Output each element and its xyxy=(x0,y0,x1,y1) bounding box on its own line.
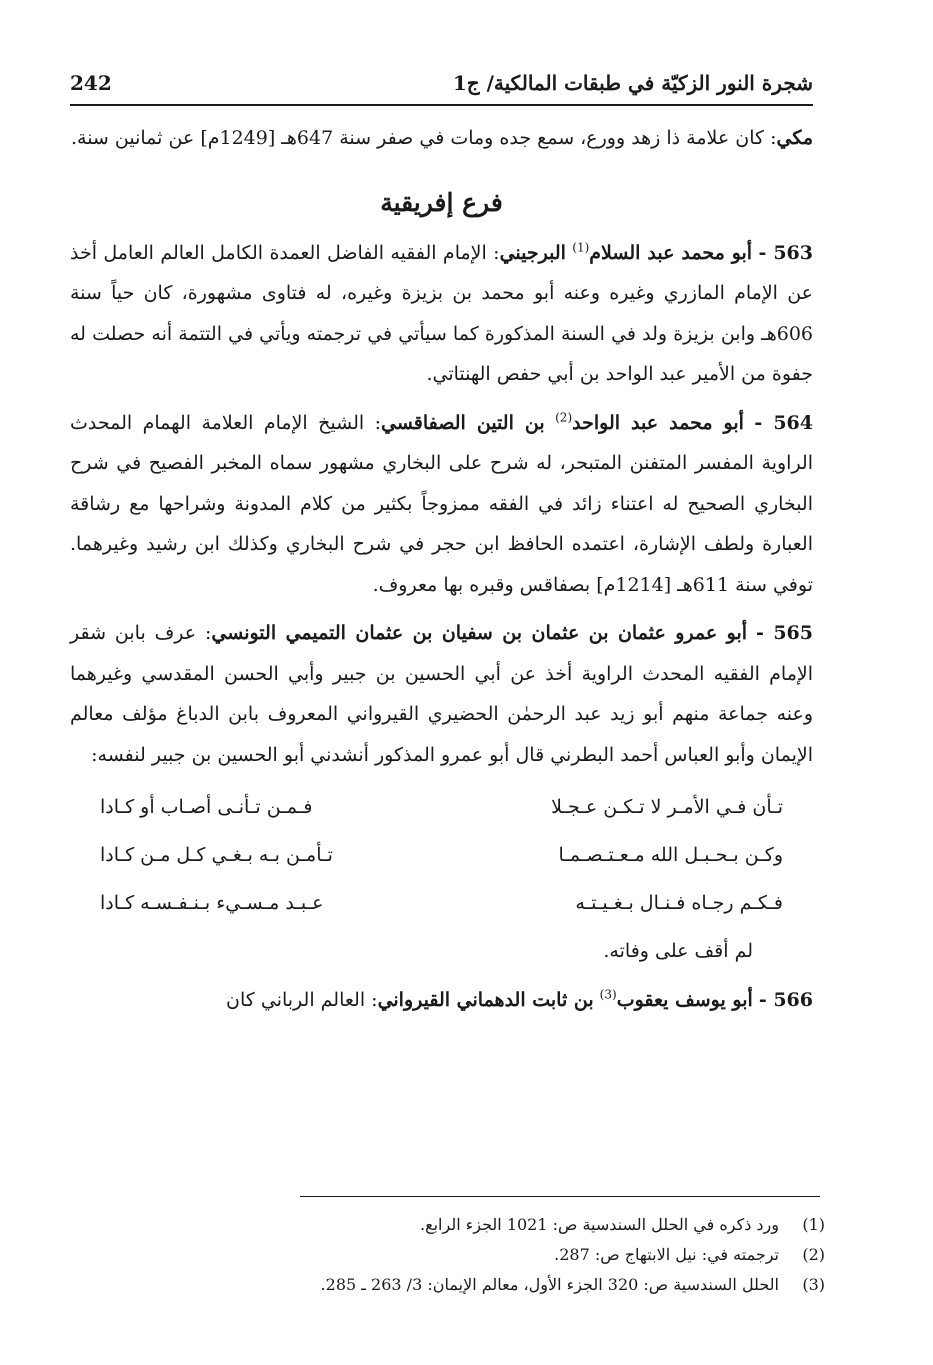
intro-text: : كان علامة ذا زهد وورع، سمع جده ومات في صفر سنة 647هـ [1249م] عن ثمانين سنة. xyxy=(70,127,777,149)
poem-verse xyxy=(100,783,783,831)
entry-nisba: البرجيني xyxy=(499,241,566,264)
footnote-text: ورد ذكره في الحلل السندسية ص: 1021 الجزء الرابع. xyxy=(419,1215,779,1234)
footnote-ref: (2) xyxy=(555,410,573,425)
footnote-text: الحلل السندسية ص: 320 الجزء الأول، معالم الإيمان: 3/ 263 ـ 285. xyxy=(320,1275,779,1294)
entry-nisba: بن التين الصفاقسي xyxy=(381,411,545,434)
entry-name: أبو يوسف يعقوب xyxy=(616,988,753,1011)
footnote xyxy=(70,1240,825,1270)
footnote-text: ترجمته في: نيل الابتهاج ص: 287. xyxy=(554,1245,779,1264)
header-rule xyxy=(70,104,813,106)
section-title: فرع إفريقية xyxy=(380,187,503,217)
verse-first-hemistich: وكـن بـحـبـل الله مـعـتـصـمـا xyxy=(558,844,783,866)
entry-565 xyxy=(70,613,813,775)
poem-verse xyxy=(100,831,783,879)
footnote-marker: (3) xyxy=(802,1275,825,1294)
footnote-marker: (2) xyxy=(802,1245,825,1264)
footnote-ref: (1) xyxy=(572,240,590,255)
footnote-ref: (3) xyxy=(599,987,617,1002)
closing-line: لم أقف على وفاته. xyxy=(603,940,753,962)
page-header xyxy=(70,66,813,100)
entry-number: 563 - xyxy=(758,241,813,264)
verse-first-hemistich: فـكـم رجـاه فـنـال بـغـيـتـه xyxy=(575,892,783,914)
entry-number: 564 - xyxy=(754,411,813,434)
entry-text: : العالم الرباني كان xyxy=(226,988,378,1011)
main-text xyxy=(70,118,813,1020)
entry-566 xyxy=(70,980,813,1021)
entry-number: 565 - xyxy=(755,622,813,644)
footnote-rule xyxy=(300,1196,820,1197)
running-title: شجرة النور الزكيّة في طبقات المالكية/ ج1 xyxy=(452,71,813,95)
verse-first-hemistich: تـأن فـي الأمـر لا تـكـن عـجـلا xyxy=(551,796,783,818)
verse-second-hemistich: عـبـد مـسـيء بـنـفـسـه كـادا xyxy=(100,892,324,914)
page-number: 242 xyxy=(70,71,112,95)
entry-563 xyxy=(70,233,813,395)
poem-verse xyxy=(100,879,783,927)
footnote-marker: (1) xyxy=(802,1215,825,1234)
entry-text: : الشيخ الإمام العلامة الهمام المحدث الراوية المفسر المتفنن المتبحر، له شرح على البخاري مشهور سماه المخبر الفصيح في شرح البخاري الصحيح له اعتناء زائد في الفقه ممزوجاً بكثير من كلام المدونة وشراحها مع رشاقة العبارة ولطف الإشارة، اعتمده الحافظ ابن حجر في شرح البخاري وكذلك ابن رشيد وغيرهما. توفي سنة 611هـ [1214م] بصفاقس وقبره بها معروف. xyxy=(70,411,813,596)
entry-number: 566 - xyxy=(758,988,813,1011)
footnotes xyxy=(70,1210,825,1300)
entry-nisba: بن ثابت الدهماني القيرواني xyxy=(377,988,594,1011)
footnote xyxy=(70,1270,825,1300)
entry-name: أبو عمرو عثمان بن عثمان بن سفيان بن عثمان التميمي التونسي xyxy=(211,622,748,644)
entry-text: : عرف بابن شقر الإمام الفقيه المحدث الراوية أخذ عن أبي الحسين بن جبير وأبي الحسن المقدسي وغيرهما وعنه جماعة منهم أبو زيد عبد الرحمٰن الحضيري القيرواني المعروف بابن الدباغ مؤلف معالم الإيمان وأبو العباس أحمد البطرني قال أبو عمرو المذكور أنشدني أبو الحسين بن جبير لنفسه: xyxy=(70,622,813,766)
entry-564 xyxy=(70,403,813,606)
verse-second-hemistich: فـمـن تـأنـى أصـاب أو كـادا xyxy=(100,796,313,818)
intro-paragraph xyxy=(70,118,813,159)
verse-second-hemistich: تـأمـن بـه بـغـي كـل مـن كـادا xyxy=(100,844,333,866)
entry-name: أبو محمد عبد السلام xyxy=(589,241,753,264)
entry-text: : الإمام الفقيه الفاضل العمدة الكامل العالم العامل أخذ عن الإمام المازري وغيره وعنه أبو محمد بن بزيزة وغيره، له فتاوى مشهورة، كان حياً سنة 606هـ وابن بزيزة ولد في السنة المذكورة كما سيأتي في ترجمته ويأتي في التتمة أنه حصلت له جفوة من الأمير عبد الواحد بن أبي حفص الهنتاتي. xyxy=(70,241,813,385)
footnote xyxy=(70,1210,825,1240)
entry-name: أبو محمد عبد الواحد xyxy=(572,411,744,434)
intro-term: مكي xyxy=(776,127,813,149)
poem xyxy=(100,783,783,927)
